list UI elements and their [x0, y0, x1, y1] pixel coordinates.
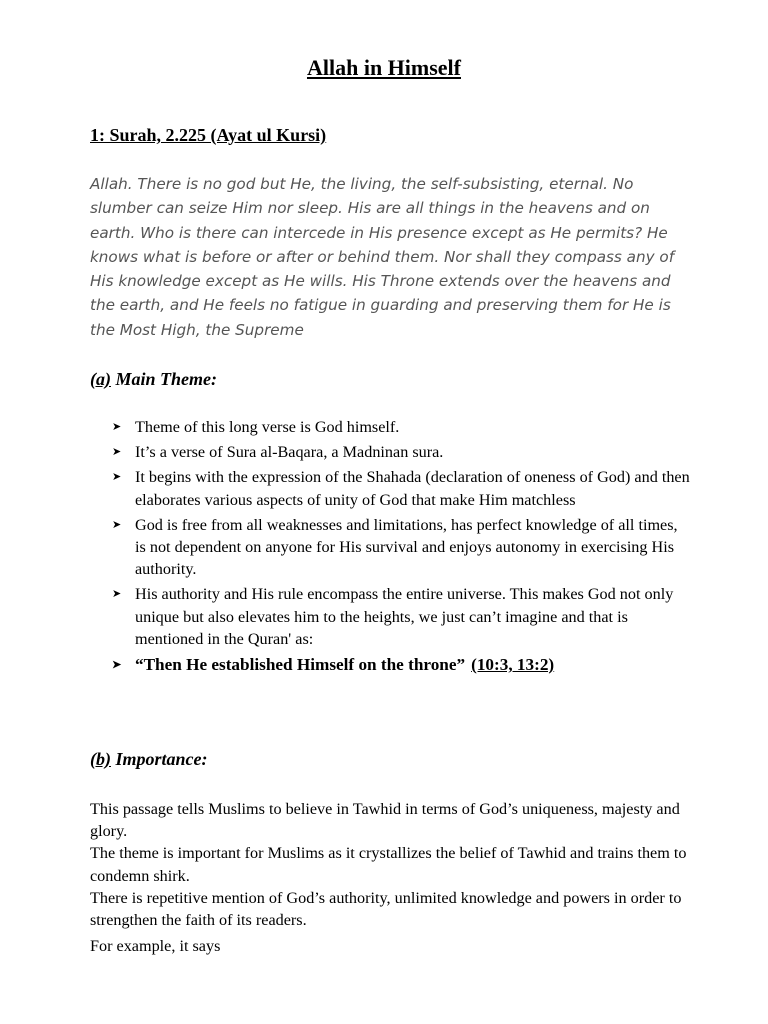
verse-line: His knowledge except as He wills. His Throne extends over the heavens and: [90, 272, 671, 291]
bullet-text: Theme of this long verse is God himself.: [135, 418, 400, 436]
importance-label: Importance:: [115, 749, 208, 769]
arrowhead-bullet-icon: ➤: [112, 588, 122, 601]
main-theme-letter: (a): [90, 369, 111, 389]
bullet-text: It’s a verse of Sura al-Baqara, a Madninan sura.: [135, 443, 444, 462]
example-line: For example, it says: [90, 937, 221, 956]
list-item: [112, 514, 692, 581]
quote-text: “Then He established Himself on the throne”: [135, 655, 466, 675]
theme-bullet-list: [112, 416, 692, 679]
quote-list-item: [112, 654, 692, 676]
list-item: [112, 416, 692, 438]
verse-line: the earth, and He feels no fatigue in guarding and preserving them for He is: [90, 296, 671, 315]
bullet-text: His authority and His rule encompass the entire universe. This makes God not only unique but also elevates him to the heights, we just can’t imagine and that is mentioned in the Quran' as:: [135, 585, 674, 648]
verse-line: knows what is before or after or behind them. Nor shall they compass any of: [90, 247, 675, 266]
section-heading: 1: Surah, 2.225 (Ayat ul Kursi): [90, 125, 327, 145]
verse-line: slumber can seize Him nor sleep. His are all things in the heavens and on: [90, 199, 650, 218]
importance-body: [90, 798, 690, 957]
arrowhead-bullet-icon: ➤: [112, 446, 122, 459]
arrowhead-bullet-icon: ➤: [112, 421, 122, 433]
list-item: [112, 466, 692, 510]
main-theme-heading: [90, 369, 217, 390]
verse-text: [90, 172, 680, 342]
importance-heading: [90, 749, 208, 770]
bullet-text: It begins with the expression of the Shahada (declaration of oneness of God) and then elaborates various aspects of unity of God that make Him matchless: [135, 468, 690, 509]
arrowhead-bullet-icon: ➤: [112, 471, 122, 484]
arrowhead-bullet-icon: ➤: [112, 518, 122, 531]
paragraph: There is repetitive mention of God’s authority, unlimited knowledge and powers in order to strengthen the faith of its readers.: [90, 888, 682, 930]
list-item: [112, 441, 692, 463]
list-item: [112, 583, 692, 650]
importance-letter: (b): [90, 749, 111, 769]
paragraph: This passage tells Muslims to believe in Tawhid in terms of God’s uniqueness, majesty and glory.: [90, 800, 680, 841]
bullet-text: God is free from all weaknesses and limitations, has perfect knowledge of all times, is not dependent on anyone for His survival and enjoys autonomy in exercising His authority.: [135, 515, 678, 579]
main-theme-label: Main Theme:: [115, 369, 217, 389]
arrowhead-bullet-icon: ➤: [112, 659, 122, 672]
verse-line: earth. Who is there can intercede in His presence except as He permits? He: [90, 223, 668, 242]
verse-line: Allah. There is no god but He, the living, the self-subsisting, eternal. No: [90, 175, 634, 193]
page-title: Allah in Himself: [306, 55, 461, 80]
quote-reference: (10:3, 13:2): [471, 655, 555, 675]
verse-line: the Most High, the Supreme: [90, 320, 304, 339]
paragraph: The theme is important for Muslims as it crystallizes the belief of Tawhid and trains them to condemn shirk.: [90, 844, 687, 885]
